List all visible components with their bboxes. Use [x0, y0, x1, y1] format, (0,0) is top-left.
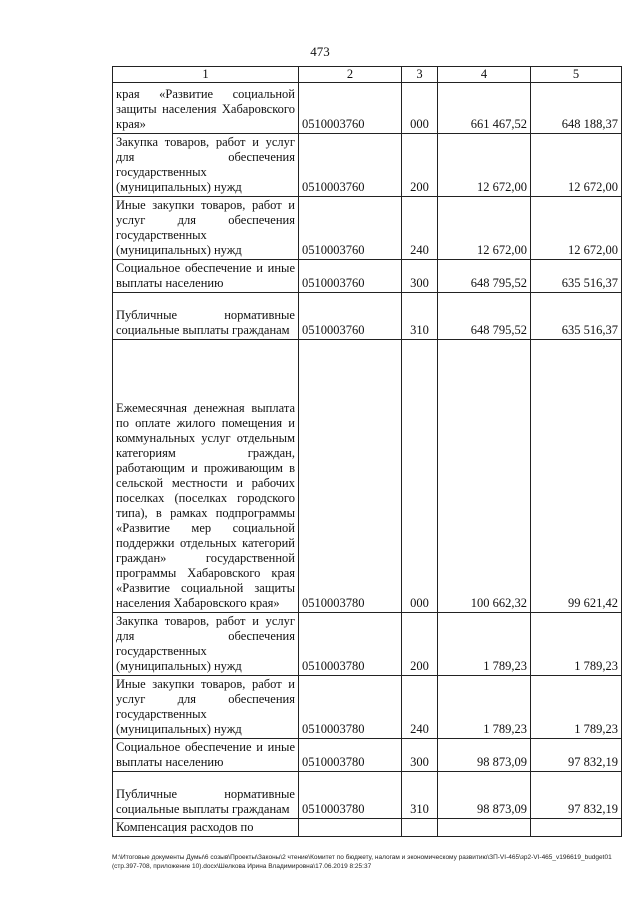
row-value-col4-cell: 1 789,23	[438, 676, 531, 739]
row-value-col5-cell	[531, 819, 622, 837]
table-row	[113, 772, 622, 819]
table-row	[113, 819, 622, 837]
row-value-col5-cell: 99 621,42	[531, 340, 622, 613]
row-value-col5-cell: 1 789,23	[531, 613, 622, 676]
row-code-cell	[299, 819, 402, 837]
row-type-cell: 200	[402, 613, 438, 676]
column-header-2: 2	[299, 67, 402, 83]
row-type-cell: 310	[402, 293, 438, 340]
table-row	[113, 340, 622, 613]
row-code-cell: 0510003780	[299, 772, 402, 819]
row-value-col5-cell: 635 516,37	[531, 260, 622, 293]
row-code-cell: 0510003760	[299, 197, 402, 260]
row-value-col4-cell: 98 873,09	[438, 772, 531, 819]
row-type-cell: 300	[402, 739, 438, 772]
row-name-cell: Закупка товаров, работ и услуг для обеспечения государственных (муниципальных) нужд	[113, 134, 299, 197]
budget-table	[112, 66, 622, 837]
row-name-cell: Закупка товаров, работ и услуг для обеспечения государственных (муниципальных) нужд	[113, 613, 299, 676]
row-name-cell: Ежемесячная денежная выплата по оплате жилого помещения и коммунальных услуг отдельным категориям граждан, работающим и проживающим в сельской местности и рабочих поселках (поселках городского типа), в рамках подпрограммы «Развитие мер социальной поддержки отдельных категорий граждан» государственной программы Хабаровского края «Развитие социальной защиты населения Хабаровского края»	[113, 340, 299, 613]
file-path-footer: M:\Итоговые документы Думы\6 созыв\Проекты\Законы\2 чтение\Комитет по бюджету, налогам и экономическому развитию\ЗП-VI-465\зр2-VI-465_v196619_budget01 (стр.397-708, приложение 10).docx\Шелкова Ирина Владимировна\17.06.2019 8:25:37	[112, 854, 612, 870]
table-row	[113, 613, 622, 676]
row-code-cell: 0510003760	[299, 83, 402, 134]
row-name-cell: Социальное обеспечение и иные выплаты населению	[113, 739, 299, 772]
row-type-cell: 310	[402, 772, 438, 819]
row-code-cell: 0510003780	[299, 676, 402, 739]
row-name-cell: Компенсация расходов по	[113, 819, 299, 837]
row-name-cell: края «Развитие социальной защиты населения Хабаровского края»	[113, 83, 299, 134]
row-value-col4-cell: 100 662,32	[438, 340, 531, 613]
column-header-5: 5	[531, 67, 622, 83]
row-code-cell: 0510003780	[299, 613, 402, 676]
row-type-cell: 300	[402, 260, 438, 293]
row-value-col5-cell: 648 188,37	[531, 83, 622, 134]
column-header-1: 1	[113, 67, 299, 83]
row-value-col5-cell: 97 832,19	[531, 772, 622, 819]
row-name-cell: Публичные нормативные социальные выплаты гражданам	[113, 772, 299, 819]
row-value-col4-cell	[438, 819, 531, 837]
row-type-cell: 240	[402, 197, 438, 260]
row-type-cell: 240	[402, 676, 438, 739]
row-name-cell: Иные закупки товаров, работ и услуг для обеспечения государственных (муниципальных) нужд	[113, 197, 299, 260]
row-code-cell: 0510003760	[299, 293, 402, 340]
row-code-cell: 0510003780	[299, 340, 402, 613]
row-type-cell: 000	[402, 83, 438, 134]
row-value-col5-cell: 635 516,37	[531, 293, 622, 340]
page-number: 473	[310, 44, 330, 59]
column-header-3: 3	[402, 67, 438, 83]
table-row	[113, 293, 622, 340]
table-row	[113, 676, 622, 739]
row-value-col4-cell: 648 795,52	[438, 293, 531, 340]
row-code-cell: 0510003780	[299, 739, 402, 772]
row-value-col4-cell: 98 873,09	[438, 739, 531, 772]
row-value-col4-cell: 1 789,23	[438, 613, 531, 676]
row-type-cell	[402, 819, 438, 837]
row-value-col4-cell: 648 795,52	[438, 260, 531, 293]
row-name-cell: Иные закупки товаров, работ и услуг для обеспечения государственных (муниципальных) нужд	[113, 676, 299, 739]
table-row	[113, 197, 622, 260]
row-value-col4-cell: 661 467,52	[438, 83, 531, 134]
row-name-cell: Социальное обеспечение и иные выплаты населению	[113, 260, 299, 293]
row-value-col5-cell: 12 672,00	[531, 197, 622, 260]
table-row	[113, 260, 622, 293]
row-value-col4-cell: 12 672,00	[438, 134, 531, 197]
row-code-cell: 0510003760	[299, 260, 402, 293]
row-value-col5-cell: 97 832,19	[531, 739, 622, 772]
row-value-col4-cell: 12 672,00	[438, 197, 531, 260]
row-name-cell: Публичные нормативные социальные выплаты гражданам	[113, 293, 299, 340]
column-header-4: 4	[438, 67, 531, 83]
table-row	[113, 739, 622, 772]
row-value-col5-cell: 12 672,00	[531, 134, 622, 197]
table-row	[113, 83, 622, 134]
row-code-cell: 0510003760	[299, 134, 402, 197]
row-value-col5-cell: 1 789,23	[531, 676, 622, 739]
row-type-cell: 000	[402, 340, 438, 613]
table-header-row	[113, 67, 622, 83]
table-row	[113, 134, 622, 197]
row-type-cell: 200	[402, 134, 438, 197]
